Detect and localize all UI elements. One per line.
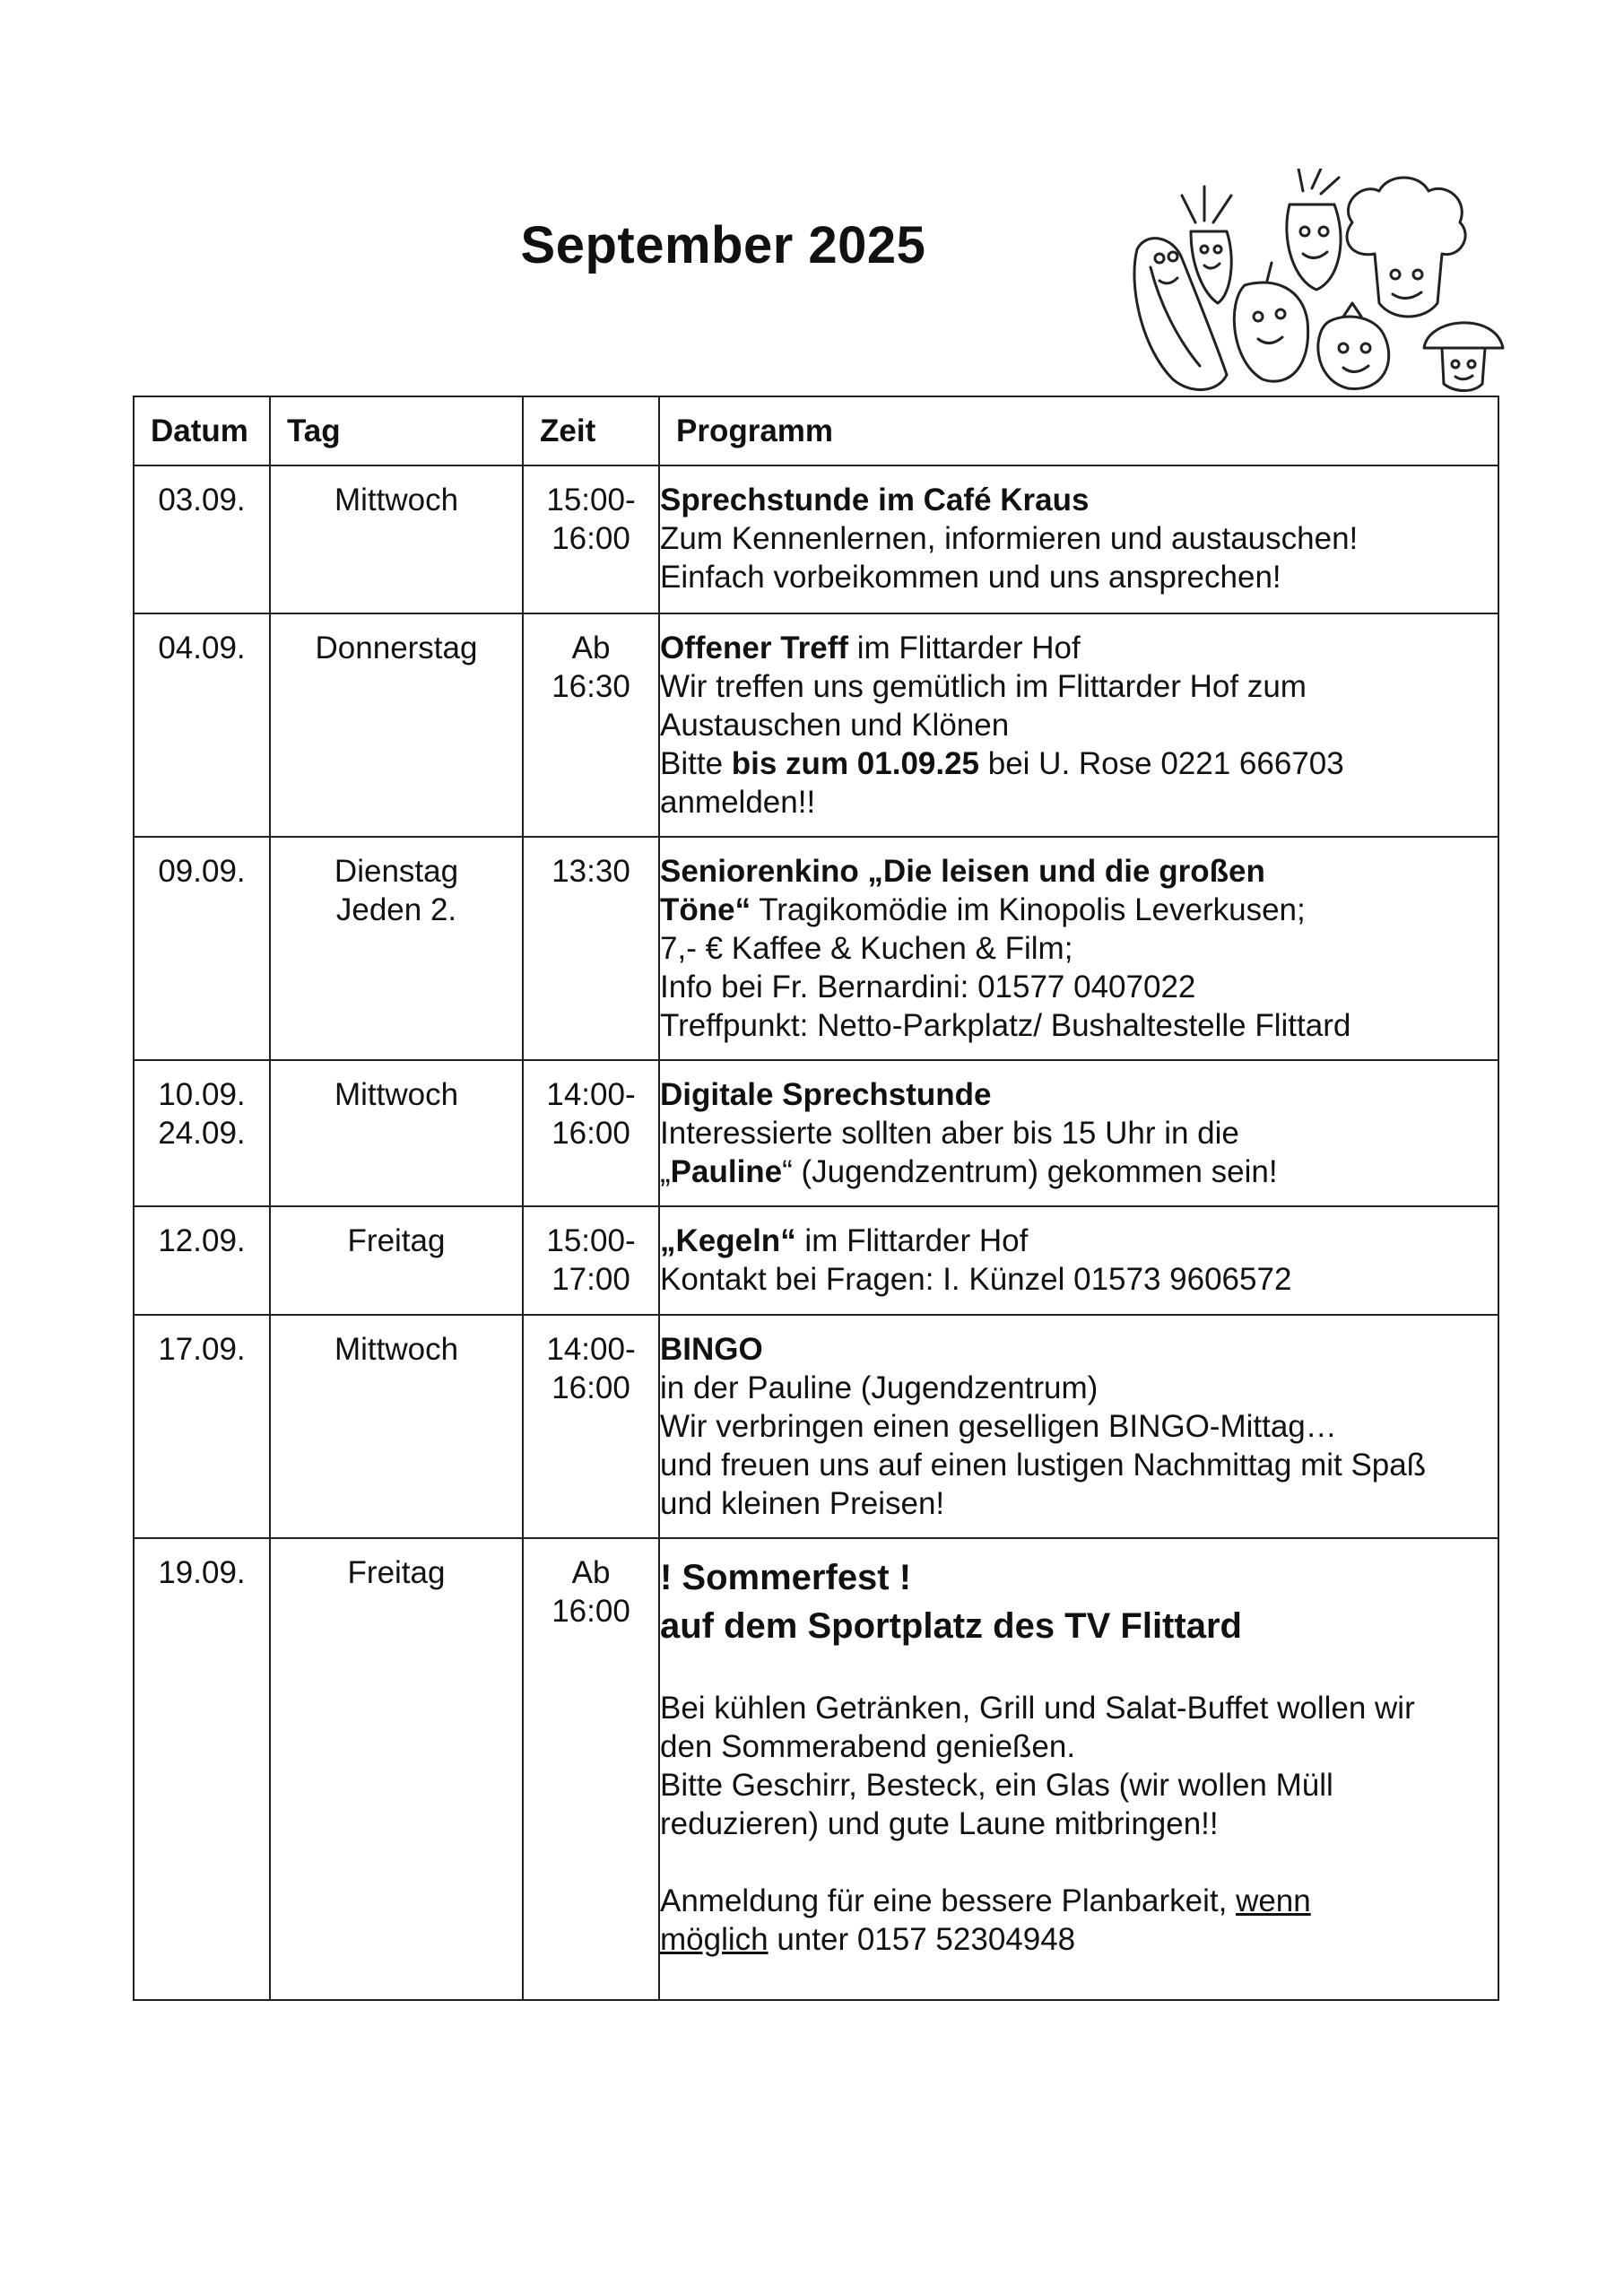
program-headline: ! Sommerfest ! <box>660 1558 912 1597</box>
program-cell <box>659 1206 1498 1315</box>
program-signup: Bitte bis zum 01.09.25 bei U. Rose 0221 666703 <box>660 746 1344 781</box>
program-title: BINGO <box>660 1332 763 1367</box>
program-cell <box>659 1538 1498 2000</box>
day-cell: Freitag <box>270 1538 523 2000</box>
day-cell: Mittwoch <box>270 1060 523 1206</box>
program-line: „Pauline“ (Jugendzentrum) gekommen sein! <box>660 1154 1278 1189</box>
date-cell: 03.09. <box>134 465 270 613</box>
header-program: Programm <box>659 396 1498 465</box>
day-cell: Donnerstag <box>270 613 523 837</box>
time-cell: 15:00- 17:00 <box>523 1206 659 1315</box>
program-line: Interessierte sollten aber bis 15 Uhr in die <box>660 1116 1239 1151</box>
program-line: und kleinen Preisen! <box>660 1486 945 1521</box>
program-cell <box>659 1315 1498 1538</box>
program-line: und freuen uns auf einen lustigen Nachmittag mit Spaß <box>660 1448 1427 1483</box>
program-line: 7,- € Kaffee & Kuchen & Film; <box>660 931 1073 966</box>
header-day: Tag <box>270 396 523 465</box>
table-row <box>134 1060 1498 1206</box>
date-cell: 09.09. <box>134 837 270 1060</box>
program-line: anmelden!! <box>660 785 816 820</box>
table-row <box>134 613 1498 837</box>
program-note: Anmeldung für eine bessere Planbarkeit, wenn <box>660 1883 1311 1918</box>
table-row <box>134 465 1498 613</box>
program-line: Bitte Geschirr, Besteck, ein Glas (wir wollen Müll <box>660 1768 1333 1803</box>
program-title-cont: Töne“ Tragikomödie im Kinopolis Leverkusen; <box>660 892 1306 927</box>
program-line: Bei kühlen Getränken, Grill und Salat-Buffet wollen wir <box>660 1691 1415 1726</box>
time-cell: Ab 16:30 <box>523 613 659 837</box>
date-cell: 04.09. <box>134 613 270 837</box>
date-cell: 19.09. <box>134 1538 270 2000</box>
program-line: Kontakt bei Fragen: I. Künzel 01573 9606572 <box>660 1262 1292 1297</box>
table-header-row <box>134 396 1498 465</box>
time-cell: Ab 16:00 <box>523 1538 659 2000</box>
program-line: den Sommerabend genießen. <box>660 1729 1076 1764</box>
time-cell: 14:00- 16:00 <box>523 1315 659 1538</box>
program-headline: auf dem Sportplatz des TV Flittard <box>660 1606 1242 1646</box>
program-line: reduzieren) und gute Laune mitbringen!! <box>660 1806 1219 1841</box>
time-cell: 15:00- 16:00 <box>523 465 659 613</box>
program-cell <box>659 1060 1498 1206</box>
program-note: möglich unter 0157 52304948 <box>660 1922 1076 1957</box>
time-cell: 13:30 <box>523 837 659 1060</box>
program-title: Digitale Sprechstunde <box>660 1077 992 1112</box>
program-title: „Kegeln“ im Flittarder Hof <box>660 1223 1029 1258</box>
program-title: Offener Treff im Flittarder Hof <box>660 631 1081 665</box>
program-title: Seniorenkino „Die leisen und die großen <box>660 854 1265 889</box>
table-row <box>134 1315 1498 1538</box>
program-line: Zum Kennenlernen, informieren und austauschen! <box>660 521 1359 556</box>
table-row <box>134 1206 1498 1315</box>
program-table <box>133 396 1499 2001</box>
table-row <box>134 1538 1498 2000</box>
day-cell: Dienstag Jeden 2. <box>270 837 523 1060</box>
page-title-text: September 2025 <box>520 216 926 274</box>
vegetables-icon <box>1119 169 1507 395</box>
date-cell: 17.09. <box>134 1315 270 1538</box>
header-time: Zeit <box>523 396 659 465</box>
program-line: Einfach vorbeikommen und uns ansprechen! <box>660 560 1281 595</box>
date-cell: 10.09. 24.09. <box>134 1060 270 1206</box>
header-date: Datum <box>134 396 270 465</box>
table-row <box>134 837 1498 1060</box>
date-cell: 12.09. <box>134 1206 270 1315</box>
program-cell <box>659 613 1498 837</box>
program-line: Info bei Fr. Bernardini: 01577 0407022 <box>660 970 1196 1004</box>
program-cell <box>659 465 1498 613</box>
program-line: in der Pauline (Jugendzentrum) <box>660 1370 1099 1405</box>
program-cell <box>659 837 1498 1060</box>
program-title: Sprechstunde im Café Kraus <box>660 483 1090 517</box>
time-cell: 14:00- 16:00 <box>523 1060 659 1206</box>
program-line: Wir treffen uns gemütlich im Flittarder Hof zum <box>660 669 1307 704</box>
day-cell: Freitag <box>270 1206 523 1315</box>
program-line: Treffpunkt: Netto-Parkplatz/ Bushaltestelle Flittard <box>660 1008 1351 1043</box>
program-line: Austauschen und Klönen <box>660 708 1010 743</box>
day-cell: Mittwoch <box>270 1315 523 1538</box>
program-line: Wir verbringen einen geselligen BINGO-Mittag… <box>660 1409 1337 1444</box>
day-cell: Mittwoch <box>270 465 523 613</box>
